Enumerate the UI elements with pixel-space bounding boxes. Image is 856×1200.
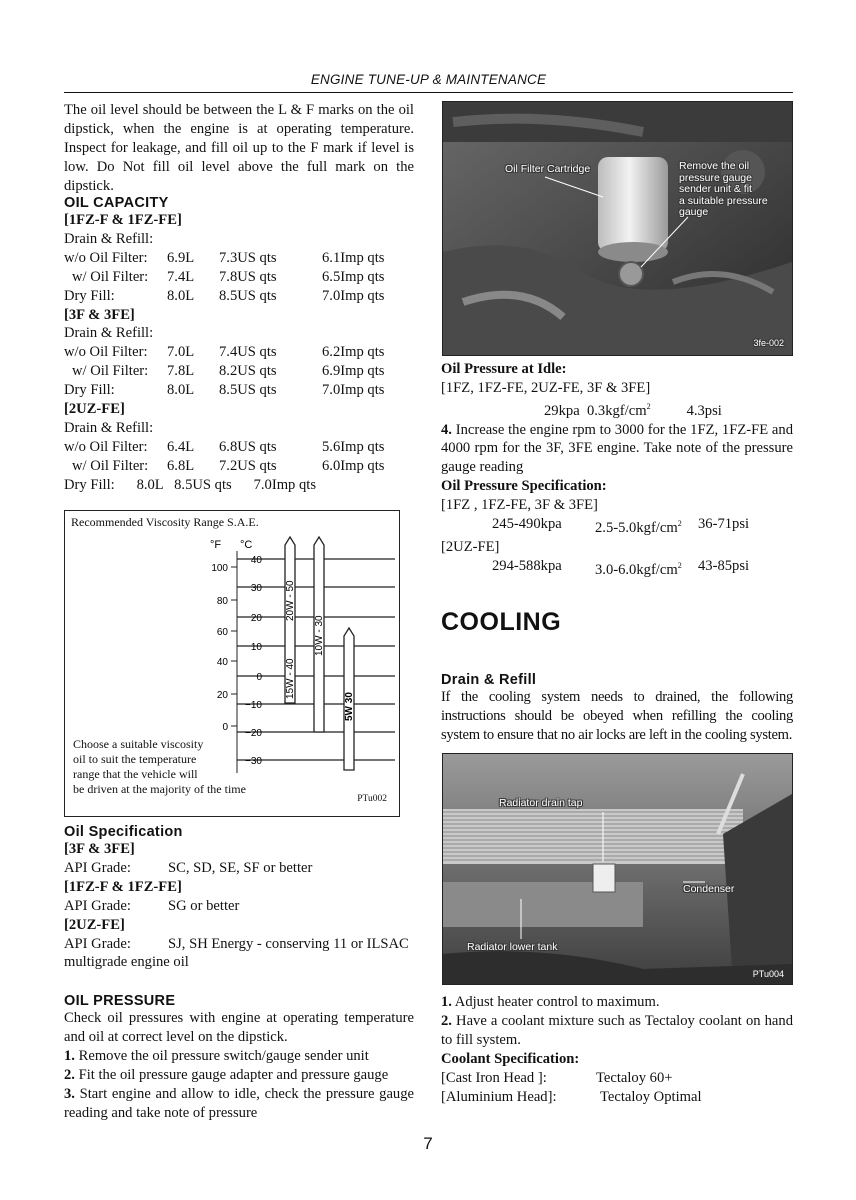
grade-bars [285, 537, 355, 770]
f-tick-label: 40 [216, 657, 228, 668]
pressure-step [64, 1085, 414, 1123]
idle-engines: [1FZ, 1FZ-FE, 2UZ-FE, 3F & 3FE] [441, 379, 651, 396]
capacity-row [64, 438, 414, 457]
capacity-label: w/o Oil Filter: [64, 344, 148, 361]
lower-tank-callout: Radiator lower tank [467, 941, 558, 953]
step-number: 2. [441, 1012, 452, 1029]
f-tick-label: 20 [216, 690, 228, 701]
pressure-spec-engines: [2UZ-FE] [441, 538, 500, 555]
step-number: 1. [441, 994, 452, 1010]
step-text: Have a coolant mixture such as Tectaloy coolant on hand to fill system. [441, 1012, 793, 1048]
idle-kgf: 0.3kgf/cm [586, 402, 647, 419]
drain-refill-title: Drain & Refill [441, 672, 537, 688]
sender-unit-callout-line: Remove the oil [679, 160, 750, 172]
oil-filter-photo [442, 101, 793, 356]
spec-value: SC, SD, SE, SF or better [168, 859, 313, 876]
step-number: 1. [64, 1047, 75, 1064]
sender-unit-callout-line: gauge [679, 206, 709, 218]
capacity-groups [64, 211, 414, 495]
pressure-spec-groups [441, 496, 793, 579]
spec-kgf-sup: 2 [677, 560, 682, 570]
drain-refill-label: Drain & Refill: [64, 230, 154, 247]
coolant-value: Tectaloy Optimal [600, 1088, 702, 1105]
spec-psi: 36-71psi [698, 516, 750, 533]
cooling-steps [441, 993, 793, 1050]
oil-pressure-section [64, 993, 414, 1122]
pressure-step [64, 1066, 414, 1085]
capacity-liters: 6.4L [167, 438, 195, 455]
capacity-liters: 6.8L [167, 457, 195, 474]
capacity-imp-qts: 6.2Imp qts [322, 344, 385, 361]
capacity-row [64, 362, 414, 381]
spec-value: SJ, SH Energy - conserving 11 or ILSAC [168, 935, 409, 952]
spec-engine-name: [1FZ-F & 1FZ-FE] [64, 878, 182, 895]
c-tick-label: 0 [256, 672, 262, 683]
capacity-label: Dry Fill: [64, 382, 115, 399]
pressure-spec-row [441, 557, 793, 580]
sender-unit-callout [679, 161, 768, 219]
header-rule [64, 92, 793, 93]
capacity-liters: 7.4L [167, 268, 195, 285]
step-4 [441, 421, 793, 478]
page-number: 7 [423, 1134, 433, 1153]
c-tick-label: −30 [245, 756, 262, 767]
oil-filter-callout: Oil Filter Cartridge [505, 163, 591, 175]
capacity-group-name: [1FZ-F & 1FZ-FE] [64, 212, 182, 228]
oil-pressure-idle [441, 360, 793, 580]
spec-row [64, 935, 414, 954]
capacity-row [64, 457, 414, 476]
idle-title: Oil Pressure at Idle: [441, 361, 567, 377]
chart-note-line: range that the vehicle will [73, 767, 198, 781]
f-tick-label: 80 [216, 596, 228, 607]
spec-kgf [595, 515, 698, 538]
grade-label: 5W 30 [344, 692, 355, 721]
spec-row [64, 859, 414, 878]
f-tick-label: 60 [216, 627, 228, 638]
capacity-imp-qts: 6.9Imp qts [322, 363, 385, 380]
viscosity-chart [64, 510, 400, 817]
spec-value: SG or better [168, 897, 240, 914]
cooling-step [441, 1012, 793, 1050]
step-4-number: 4. [441, 421, 452, 438]
capacity-row [64, 343, 414, 362]
capacity-row [64, 268, 414, 287]
oil-pressure-title: OIL PRESSURE [64, 993, 176, 1009]
capacity-label: w/ Oil Filter: [72, 268, 149, 285]
spec-label: API Grade: [64, 897, 131, 914]
c-tick-label: 30 [250, 583, 262, 594]
capacity-us-qts: 8.5US qts [219, 287, 277, 304]
capacity-liters: 8.0L [167, 287, 195, 304]
capacity-us-qts: 7.8US qts [219, 268, 277, 285]
capacity-imp-qts: 7.0Imp qts [322, 382, 385, 399]
coolant-row [441, 1088, 793, 1107]
capacity-label: w/ Oil Filter: [72, 363, 149, 380]
grade-label: 20W - 50 [285, 580, 296, 621]
idle-kpa: 29kpa [544, 402, 580, 419]
coolant-rows [441, 1069, 793, 1107]
grade-label: 10W - 30 [314, 615, 325, 656]
fahrenheit-ticks [211, 563, 228, 733]
chart-title: Recommended Viscosity Range S.A.E. [71, 515, 259, 529]
spec-psi: 43-85psi [698, 557, 750, 574]
chart-note-line: oil to suit the temperature [73, 752, 197, 766]
spec-kgf-value: 3.0-6.0kgf/cm [595, 561, 678, 578]
c-tick-label: 20 [250, 613, 262, 624]
step-text: Fit the oil pressure gauge adapter and pressure gauge [74, 1066, 389, 1083]
oil-capacity-title: OIL CAPACITY [64, 195, 169, 211]
radiator-photo [442, 753, 793, 985]
capacity-us-qts: 7.3US qts [219, 249, 277, 266]
step-text: Remove the oil pressure switch/gauge sender unit [74, 1047, 369, 1064]
spec-kpa: 294-588kpa [492, 557, 562, 574]
spec-kpa: 245-490kpa [492, 516, 562, 533]
capacity-liters: 8.0L [167, 382, 195, 399]
coolant-row [441, 1069, 793, 1088]
photo1-code: 3fe-002 [753, 337, 784, 348]
photo2-code: PTu004 [752, 968, 784, 979]
capacity-us-qts: 8.5US qts [219, 382, 277, 399]
step-text: Start engine and allow to idle, check the pressure gauge reading and take note of pressure [64, 1085, 414, 1121]
drain-refill-label: Drain & Refill: [64, 325, 154, 342]
c-tick-label: −20 [245, 728, 262, 739]
capacity-us-qts: 6.8US qts [219, 438, 277, 455]
drain-refill-label: Drain & Refill: [64, 419, 154, 436]
idle-values [441, 398, 793, 421]
chart-note-line: Choose a suitable viscosity [73, 737, 204, 751]
step-4-text: Increase the engine rpm to 3000 for the 1FZ, 1FZ-FE and 4000 rpm for the 3F, 3FE engine. Take note of the pressure gauge reading [441, 421, 793, 476]
step-number: 2. [64, 1066, 75, 1083]
spec-engine-name: [3F & 3FE] [64, 841, 135, 857]
capacity-label: Dry Fill: [64, 287, 115, 304]
intro-paragraph: The oil level should be between the L & F marks on the oil dipstick, when the engine is at operating temperature. Inspect for leakage, and fill oil up to the F mark if level is low. Do Not fill oil level above the full mark on the dipstick. [64, 102, 414, 194]
capacity-row [64, 287, 414, 306]
sender-unit-callout-line: sender unit & fit [679, 183, 752, 195]
capacity-us-qts: 7.2US qts [219, 457, 277, 474]
capacity-imp-qts: 6.5Imp qts [322, 268, 385, 285]
f-tick-label: 100 [211, 563, 228, 574]
capacity-row [64, 249, 414, 268]
grade-label: 15W - 40 [285, 658, 296, 699]
capacity-row [64, 381, 414, 400]
oil-capacity-section [64, 195, 414, 495]
cooling-step [441, 993, 793, 1012]
pressure-step [64, 1047, 414, 1066]
capacity-imp-qts: 5.6Imp qts [322, 438, 385, 455]
chart-note-line: be driven at the majority of the time [73, 782, 246, 796]
step-text: Adjust heater control to maximum. [451, 994, 660, 1010]
cooling-title: COOLING [441, 608, 562, 636]
spec-label: API Grade: [64, 935, 131, 952]
sender-unit-callout-line: pressure gauge [679, 171, 752, 184]
capacity-imp-qts: 6.0Imp qts [322, 457, 385, 474]
capacity-imp-qts: 6.1Imp qts [322, 249, 385, 266]
f-tick-label: 0 [222, 722, 228, 733]
capacity-liters: 6.9L [167, 249, 195, 266]
oil-spec-section [64, 824, 414, 972]
pressure-spec-title: Oil Pressure Specification: [441, 478, 607, 495]
pressure-spec-engines: [1FZ , 1FZ-FE, 3F & 3FE] [441, 497, 598, 514]
c-tick-label: 10 [250, 642, 262, 653]
idle-kgf-sup: 2 [646, 401, 651, 411]
capacity-label: w/ Oil Filter: [72, 457, 149, 474]
capacity-liters: 7.0L [167, 344, 195, 361]
coolant-label: [Aluminium Head]: [441, 1088, 557, 1105]
spec-kgf-value: 2.5-5.0kgf/cm [595, 519, 678, 536]
capacity-us-qts: 7.4US qts [219, 344, 277, 361]
spec-label: API Grade: [64, 859, 131, 876]
step-number: 3. [64, 1085, 75, 1102]
drain-tap-callout: Radiator drain tap [499, 797, 583, 809]
coolant-value: Tectaloy 60+ [596, 1069, 673, 1086]
drain-refill-section [441, 672, 793, 745]
chart-code: PTu002 [357, 794, 387, 804]
c-tick-label: −10 [245, 700, 262, 711]
coolant-spec-title: Coolant Specification: [441, 1050, 580, 1067]
fahrenheit-label: °F [210, 539, 222, 551]
coolant-label: [Cast Iron Head ]: [441, 1069, 547, 1086]
spec-row [64, 897, 414, 916]
pressure-intro: Check oil pressures with engine at operating temperature and oil at correct level on the dipstick. [64, 1010, 414, 1045]
capacity-label: w/o Oil Filter: [64, 438, 148, 455]
oil-filter-photo-graphic [443, 102, 792, 355]
pressure-steps [64, 1047, 414, 1123]
dry-fill-row: Dry Fill: 8.0L 8.5US qts 7.0Imp qts [64, 476, 317, 493]
idle-psi: 4.3psi [686, 402, 722, 419]
oil-spec-title: Oil Specification [64, 824, 183, 840]
page-header: ENGINE TUNE-UP & MAINTENANCE [310, 72, 547, 87]
capacity-label: w/o Oil Filter: [64, 249, 148, 266]
capacity-group-name: [3F & 3FE] [64, 306, 135, 323]
capacity-liters: 7.8L [167, 363, 195, 380]
c-tick-label: 40 [250, 555, 262, 566]
capacity-us-qts: 8.2US qts [219, 363, 277, 380]
spec-tail: multigrade engine oil [64, 954, 189, 971]
sender-unit-callout-line: a suitable pressure [679, 194, 768, 207]
spec-groups [64, 840, 414, 953]
drain-refill-text: If the cooling system needs to drained, the following instructions should be obeyed when refilling the cooling system to ensure that no air locks are left in the cooling system. [441, 689, 793, 743]
chart-note [73, 737, 246, 797]
cooling-steps-section [441, 993, 793, 1106]
celsius-label: °C [240, 539, 253, 551]
capacity-group-name: [2UZ-FE] [64, 401, 125, 418]
capacity-imp-qts: 7.0Imp qts [322, 287, 385, 304]
pressure-spec-row [441, 515, 793, 538]
spec-engine-name: [2UZ-FE] [64, 916, 125, 933]
spec-kgf-sup: 2 [677, 519, 682, 529]
spec-kgf [595, 557, 698, 580]
condenser-callout: Condenser [683, 883, 735, 895]
